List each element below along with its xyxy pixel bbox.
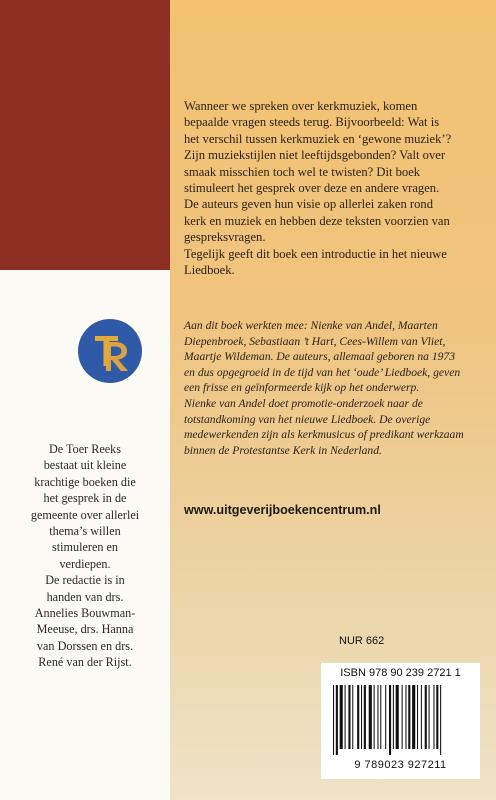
barcode-bar xyxy=(361,685,362,749)
intro-text xyxy=(184,98,484,278)
barcode-bars xyxy=(331,685,471,755)
intro-line: De auteurs geven hun visie op allerlei zaken rond xyxy=(184,197,433,212)
contributors-line: Nienke van Andel doet promotie-onderzoek naar de xyxy=(184,396,423,410)
isbn-number: ISBN 978 90 239 2721 1 xyxy=(340,667,461,679)
contributors-line: medewerkenden zijn als kerkmusicus of predikant werkzaam xyxy=(184,428,464,442)
series-text-line: verdiepen. xyxy=(59,556,111,571)
contributors-line: een frisse en geïnformeerde kijk op het onderwerp. xyxy=(184,381,420,395)
contributors-line: Aan dit boek werkten mee: Nienke van Andel, Maarten xyxy=(184,319,438,332)
series-text-line: thema’s willen xyxy=(49,524,121,539)
contributors-line: totstandkoming van het nieuwe Liedboek. De overige xyxy=(184,412,431,426)
intro-line: kerk en muziek en hebben deze teksten voorzien van xyxy=(184,213,450,228)
series-text-line: René van der Rijst. xyxy=(38,655,132,670)
barcode-bar xyxy=(385,685,386,749)
barcode-bar xyxy=(421,685,422,749)
series-text-line: gemeente over allerlei xyxy=(30,507,140,522)
barcode-bar xyxy=(402,685,403,749)
intro-line: Tegelijk geeft dit boek een introductie in het nieuwe xyxy=(184,246,447,261)
barcode-bar xyxy=(393,685,394,749)
barcode-bar xyxy=(396,685,399,749)
barcode-bar xyxy=(333,685,334,755)
series-text-line: De Toer Reeks xyxy=(48,442,122,456)
series-text-line: van Dorssen en drs. xyxy=(36,638,134,653)
series-text-line: krachtige boeken die xyxy=(34,474,136,489)
barcode-bar xyxy=(389,685,391,755)
barcode-bar xyxy=(352,685,353,749)
series-text-line: Annelies Bouwman- xyxy=(34,606,136,621)
barcode-bar xyxy=(369,685,372,749)
barcode-bar xyxy=(374,685,375,749)
barcode xyxy=(321,663,480,779)
nur-code: NUR 662 xyxy=(339,635,385,647)
barcode-bar xyxy=(336,685,338,755)
barcode-bar xyxy=(412,685,415,749)
barcode-bar xyxy=(357,685,359,749)
intro-line: gespreksvragen. xyxy=(184,230,266,245)
logo-icon xyxy=(77,318,143,384)
contributors-line: Diepenbroek, Sebastiaan ’t Hart, Cees-Willem van Vliet, xyxy=(184,334,446,348)
barcode-bar xyxy=(429,685,430,749)
series-text-line: bestaat uit kleine xyxy=(43,458,127,473)
barcode-bar xyxy=(377,685,378,749)
contributors-line: en dus opgegroeid in de tijd van het ‘oude’ Liedboek, geven xyxy=(184,365,461,379)
series-text-line: Meeuse, drs. Hanna xyxy=(36,622,134,637)
intro-line: smaak misschien toch wel te twisten? Dit boek xyxy=(184,164,421,179)
intro-line: het verschil tussen kerkmuziek en ‘gewone muziek’? xyxy=(184,131,452,146)
barcode-bar xyxy=(364,685,366,749)
barcode-bar xyxy=(440,685,441,755)
barcode-bar xyxy=(408,685,410,749)
intro-line: stimuleert het gesprek over deze en andere vragen. xyxy=(184,181,440,196)
barcode-bar xyxy=(436,685,438,749)
barcode-bar xyxy=(417,685,418,749)
barcode-bar xyxy=(340,685,343,749)
intro-line: bepaalde vragen steeds terug. Bijvoorbeeld: Wat is xyxy=(184,115,440,130)
series-text-line: stimuleren en xyxy=(52,540,118,555)
barcode-bar xyxy=(380,685,381,749)
contributors-line: Maartje Wildeman. De auteurs, allemaal geboren na 1973 xyxy=(184,350,456,364)
intro-line: Zijn muziekstijlen niet leeftijdsgebonden? Valt over xyxy=(184,148,446,163)
intro-line: Wanneer we spreken over kerkmuziek, komen xyxy=(184,99,418,113)
barcode-bar xyxy=(345,685,346,749)
intro-line: Liedboek. xyxy=(184,263,235,278)
barcode-digits: 9 789023 927211 xyxy=(354,759,447,771)
tr-monogram-logo xyxy=(77,318,143,384)
series-text-line: De redactie is in xyxy=(45,573,125,588)
publisher-website: www.uitgeverijboekencentrum.nl xyxy=(184,503,381,517)
maroon-panel xyxy=(0,0,170,270)
barcode-bar xyxy=(433,685,434,749)
series-text-line: handen van drs. xyxy=(46,589,124,604)
series-description xyxy=(6,441,164,671)
barcode-bar xyxy=(425,685,427,749)
series-text-line: het gesprek in de xyxy=(43,491,127,506)
contributors-text xyxy=(184,318,484,458)
barcode-bar xyxy=(348,685,350,749)
contributors-line: binnen de Protestantse Kerk in Nederland. xyxy=(184,443,382,457)
barcode-bar xyxy=(405,685,406,749)
